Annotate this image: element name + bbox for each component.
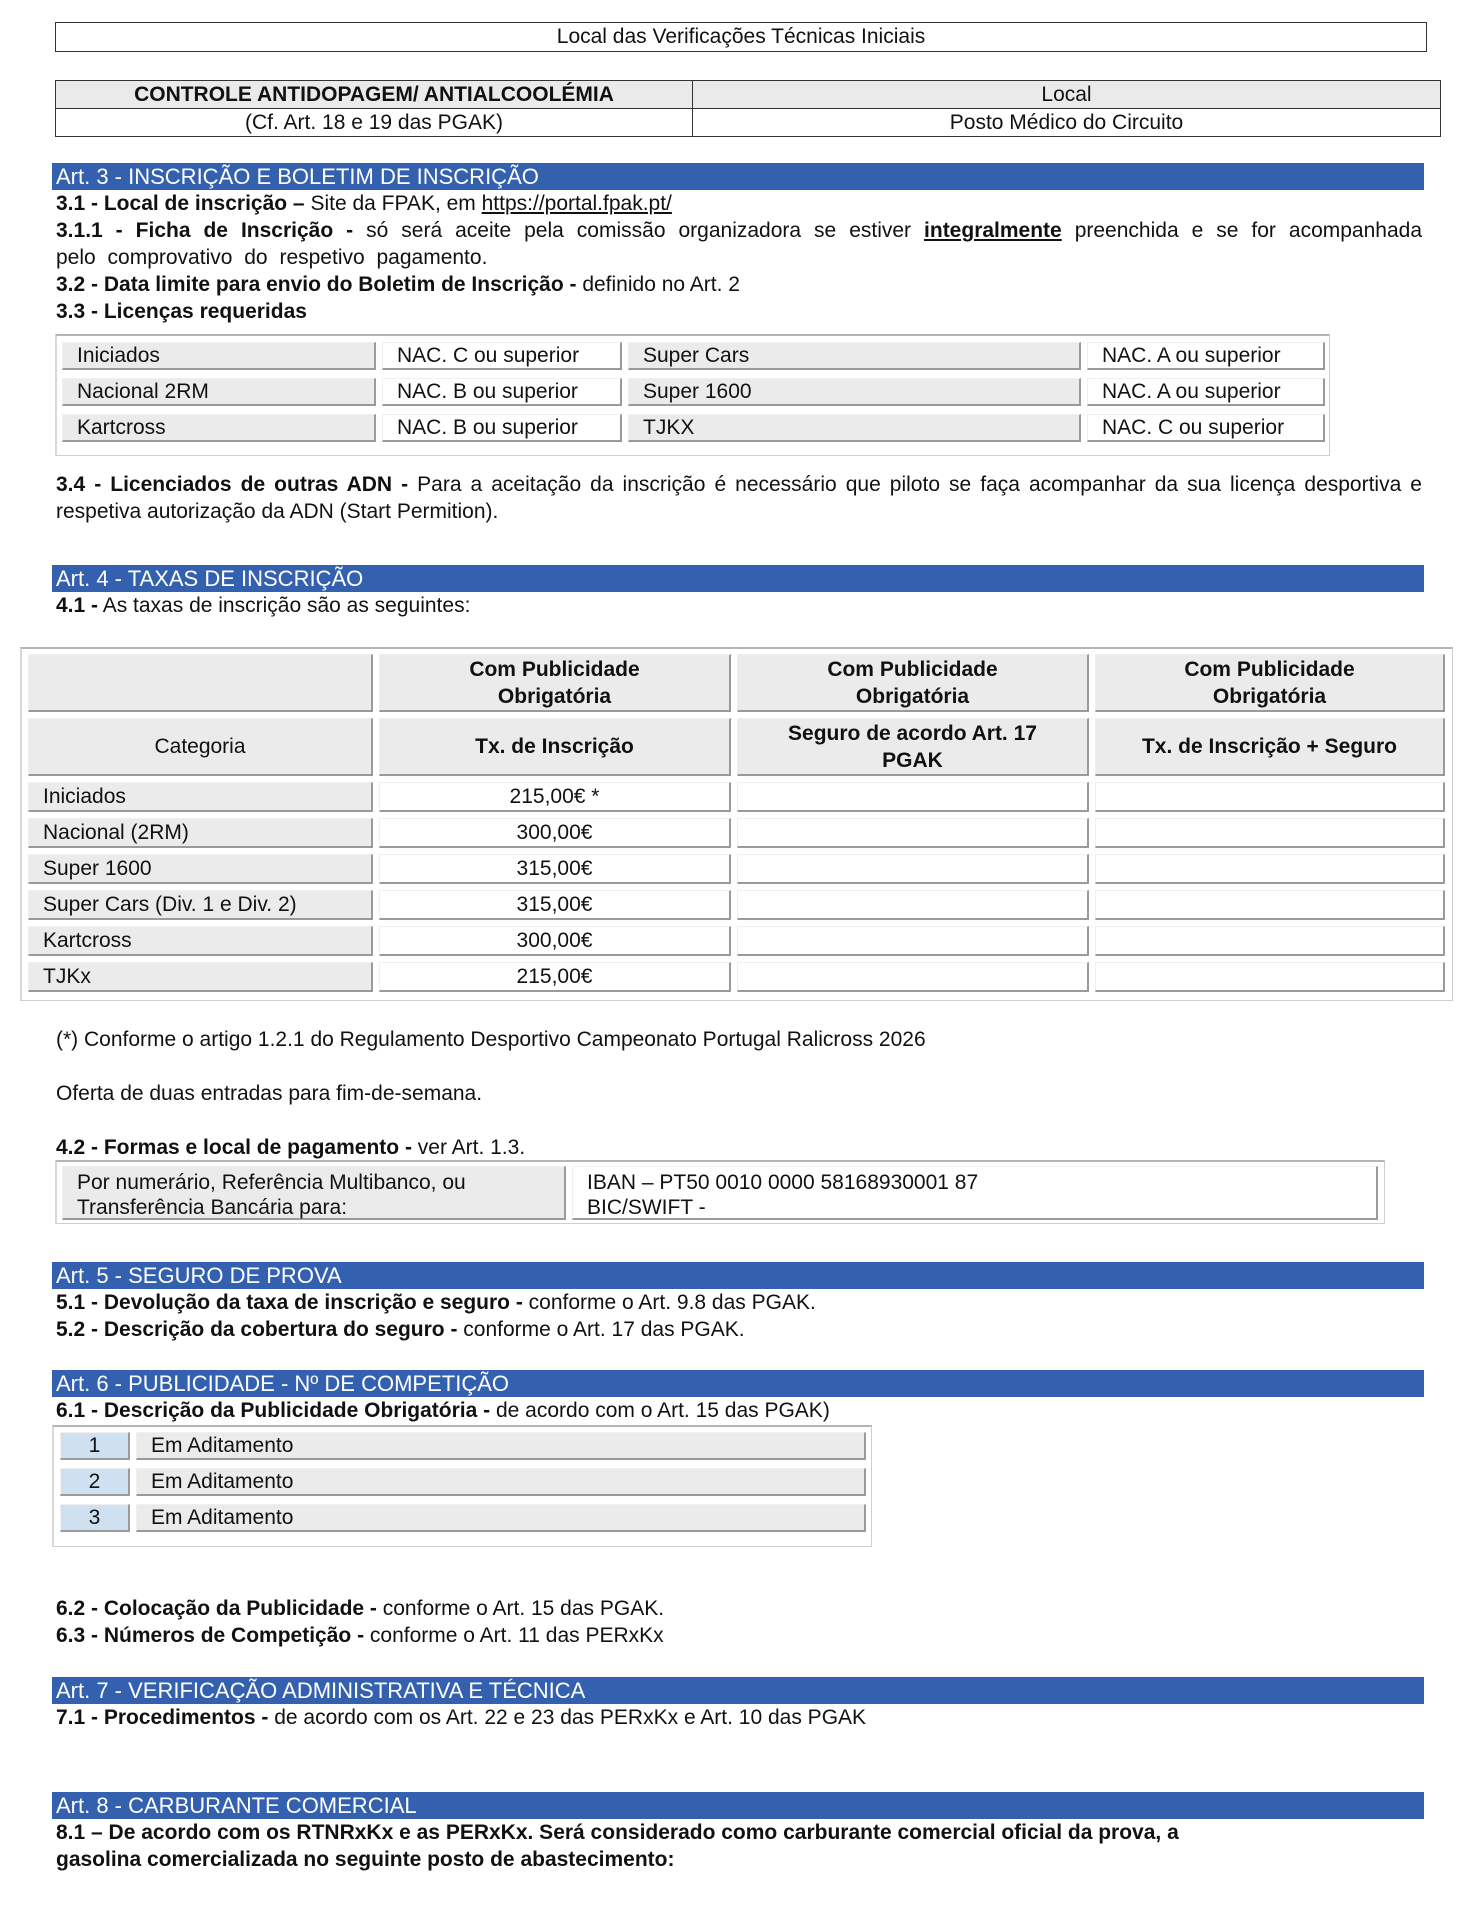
fee-row-category: Nacional (2RM) (28, 818, 373, 848)
integralmente-emphasis: integralmente (924, 219, 1062, 242)
fees-col-header-fee: Tx. de Inscrição (379, 718, 731, 776)
publicity-number: 3 (60, 1504, 130, 1532)
ticket-offer-note: Oferta de duas entradas para fim-de-semana. (56, 1082, 483, 1105)
publicity-description: Em Aditamento (136, 1504, 866, 1532)
fee-row-total (1095, 782, 1445, 812)
fee-row-total (1095, 818, 1445, 848)
license-value: NAC. A ou superior (1087, 342, 1325, 370)
payment-bank-details (572, 1166, 1378, 1220)
antidoping-table (55, 80, 1441, 137)
clause-8-1-line2: gasolina comercializada no seguinte posto de abastecimento: (56, 1848, 675, 1871)
section-header-art3: Art. 3 - INSCRIÇÃO E BOLETIM DE INSCRIÇÃO (52, 163, 1424, 190)
fee-row-insurance (737, 854, 1089, 884)
iban-value: IBAN – PT50 0010 0000 58168930001 87 (587, 1171, 979, 1194)
license-category: TJKX (628, 414, 1081, 442)
publicity-number: 1 (60, 1432, 130, 1460)
section-header-art5: Art. 5 - SEGURO DE PROVA (52, 1262, 1424, 1289)
license-category: Kartcross (62, 414, 376, 442)
publicity-description: Em Aditamento (136, 1468, 866, 1496)
clause-6-2-label: 6.2 - Colocação da Publicidade - (56, 1597, 377, 1620)
clause-5-1-text: conforme o Art. 9.8 das PGAK. (522, 1291, 816, 1314)
publicity-number: 2 (60, 1468, 130, 1496)
clause-3-1 (56, 190, 672, 217)
fees-col-header-total: Tx. de Inscrição + Seguro (1095, 718, 1445, 776)
license-value: NAC. B ou superior (382, 414, 622, 442)
clause-3-2-text: definido no Art. 2 (576, 273, 740, 296)
antidoping-label: CONTROLE ANTIDOPAGEM/ ANTIALCOOLÉMIA (56, 81, 693, 109)
fee-footnote: (*) Conforme o artigo 1.2.1 do Regulamento Desportivo Campeonato Portugal Ralicross 2026 (56, 1028, 926, 1051)
clause-5-2-text: conforme o Art. 17 das PGAK. (457, 1318, 745, 1341)
fee-row-total (1095, 926, 1445, 956)
fee-row-total (1095, 854, 1445, 884)
clause-3-1-text: Site da FPAK, em (304, 192, 482, 215)
clause-4-1-text: As taxas de inscrição são as seguintes: (98, 594, 471, 617)
fee-row-insurance (737, 890, 1089, 920)
fees-group-header: Com Publicidade Obrigatória (1095, 654, 1445, 712)
bic-swift-value: BIC/SWIFT - (587, 1196, 706, 1219)
clause-3-4-text: Para a aceitação da inscrição é necessário que piloto se faça acompanhar da sua licença desportiva e respetiva autorização da ADN (Start Permition). (56, 473, 1422, 523)
fee-row-category: Iniciados (28, 782, 373, 812)
section-header-art6: Art. 6 - PUBLICIDADE - Nº DE COMPETIÇÃO (52, 1370, 1424, 1397)
fees-group-header: Com Publicidade Obrigatória (737, 654, 1089, 712)
fee-row-insurance (737, 962, 1089, 992)
fee-row-fee: 215,00€ * (379, 782, 731, 812)
clause-6-1 (56, 1397, 830, 1424)
clause-3-1-1 (56, 217, 1422, 271)
antidoping-local-value: Posto Médico do Circuito (693, 109, 1441, 137)
clause-6-2-text: conforme o Art. 15 das PGAK. (376, 1597, 665, 1620)
fee-row-insurance (737, 818, 1089, 848)
clause-3-3-label: 3.3 - Licenças requeridas (56, 300, 307, 323)
clause-3-3 (56, 298, 307, 325)
payment-method-line1: Por numerário, Referência Multibanco, ou (77, 1171, 466, 1194)
clause-3-4 (56, 471, 1422, 525)
clause-5-1-label: 5.1 - Devolução da taxa de inscrição e seguro - (56, 1291, 523, 1314)
license-category: Super 1600 (628, 378, 1081, 406)
verification-location-box (55, 22, 1427, 52)
antidoping-local-header: Local (693, 81, 1441, 109)
verification-location-title: Local das Verificações Técnicas Iniciais (556, 25, 926, 48)
fee-row-fee: 315,00€ (379, 854, 731, 884)
clause-5-1 (56, 1289, 816, 1316)
section-header-art7: Art. 7 - VERIFICAÇÃO ADMINISTRATIVA E TÉCNICA (52, 1677, 1424, 1704)
license-category: Nacional 2RM (62, 378, 376, 406)
clause-4-1-label: 4.1 - (56, 594, 99, 617)
clause-6-2 (56, 1595, 664, 1622)
clause-7-1 (56, 1704, 866, 1731)
fee-row-fee: 215,00€ (379, 962, 731, 992)
clause-6-1-text: de acordo com o Art. 15 das PGAK) (490, 1399, 830, 1422)
payment-method-line2: Transferência Bancária para: (77, 1196, 348, 1219)
license-category: Iniciados (62, 342, 376, 370)
clause-3-1-1-text: só será aceite pela comissão organizadora se estiver (353, 219, 925, 242)
clause-6-3-text: conforme o Art. 11 das PERxKx (364, 1624, 664, 1647)
clause-3-1-1-label: 3.1.1 - Ficha de Inscrição - (56, 219, 354, 242)
clause-5-2 (56, 1316, 745, 1343)
fee-row-category: Super 1600 (28, 854, 373, 884)
fee-row-total (1095, 962, 1445, 992)
fees-empty-corner (28, 654, 373, 712)
fee-row-total (1095, 890, 1445, 920)
clause-6-3 (56, 1622, 664, 1649)
fee-row-fee: 315,00€ (379, 890, 731, 920)
fpak-portal-link[interactable]: https://portal.fpak.pt/ (481, 192, 672, 215)
fee-row-fee: 300,00€ (379, 926, 731, 956)
antidoping-reference: (Cf. Art. 18 e 19 das PGAK) (56, 109, 693, 137)
clause-6-1-label: 6.1 - Descrição da Publicidade Obrigatória - (56, 1399, 491, 1422)
fees-group-header: Com Publicidade Obrigatória (379, 654, 731, 712)
fee-row-category: Super Cars (Div. 1 e Div. 2) (28, 890, 373, 920)
fee-row-fee: 300,00€ (379, 818, 731, 848)
fee-row-category: TJKx (28, 962, 373, 992)
license-value: NAC. C ou superior (1087, 414, 1325, 442)
fee-row-insurance (737, 782, 1089, 812)
fees-col-header-insurance: Seguro de acordo Art. 17 PGAK (737, 718, 1089, 776)
section-header-art8: Art. 8 - CARBURANTE COMERCIAL (52, 1792, 1424, 1819)
clause-3-1-1-text-b: preenchida e se for acompanhada pelo comprovativo do respetivo pagamento. (56, 219, 1422, 269)
clause-5-2-label: 5.2 - Descrição da cobertura do seguro - (56, 1318, 458, 1341)
clause-7-1-label: 7.1 - Procedimentos - (56, 1706, 269, 1729)
section-header-art4: Art. 4 - TAXAS DE INSCRIÇÃO (52, 565, 1424, 592)
payment-method (62, 1166, 566, 1220)
fee-row-insurance (737, 926, 1089, 956)
clause-3-4-label: 3.4 - Licenciados de outras ADN - (56, 473, 409, 496)
clause-7-1-text: de acordo com os Art. 22 e 23 das PERxKx e Art. 10 das PGAK (268, 1706, 867, 1729)
clause-6-3-label: 6.3 - Números de Competição - (56, 1624, 365, 1647)
clause-8-1-line1: 8.1 – De acordo com os RTNRxKx e as PERxKx. Será considerado como carburante comercial oficial da prova, a (56, 1821, 1179, 1844)
clause-4-2-label: 4.2 - Formas e local de pagamento - (56, 1136, 412, 1159)
publicity-description: Em Aditamento (136, 1432, 866, 1460)
fee-row-category: Kartcross (28, 926, 373, 956)
clause-3-1-label: 3.1 - Local de inscrição – (56, 192, 305, 215)
license-value: NAC. B ou superior (382, 378, 622, 406)
clause-4-2 (56, 1134, 525, 1161)
clause-3-2-label: 3.2 - Data limite para envio do Boletim de Inscrição - (56, 273, 577, 296)
clause-4-1 (56, 592, 470, 619)
clause-3-2 (56, 271, 740, 298)
clause-4-2-text: ver Art. 1.3. (411, 1136, 526, 1159)
license-value: NAC. C ou superior (382, 342, 622, 370)
fees-col-header-category: Categoria (28, 718, 373, 776)
license-value: NAC. A ou superior (1087, 378, 1325, 406)
license-category: Super Cars (628, 342, 1081, 370)
